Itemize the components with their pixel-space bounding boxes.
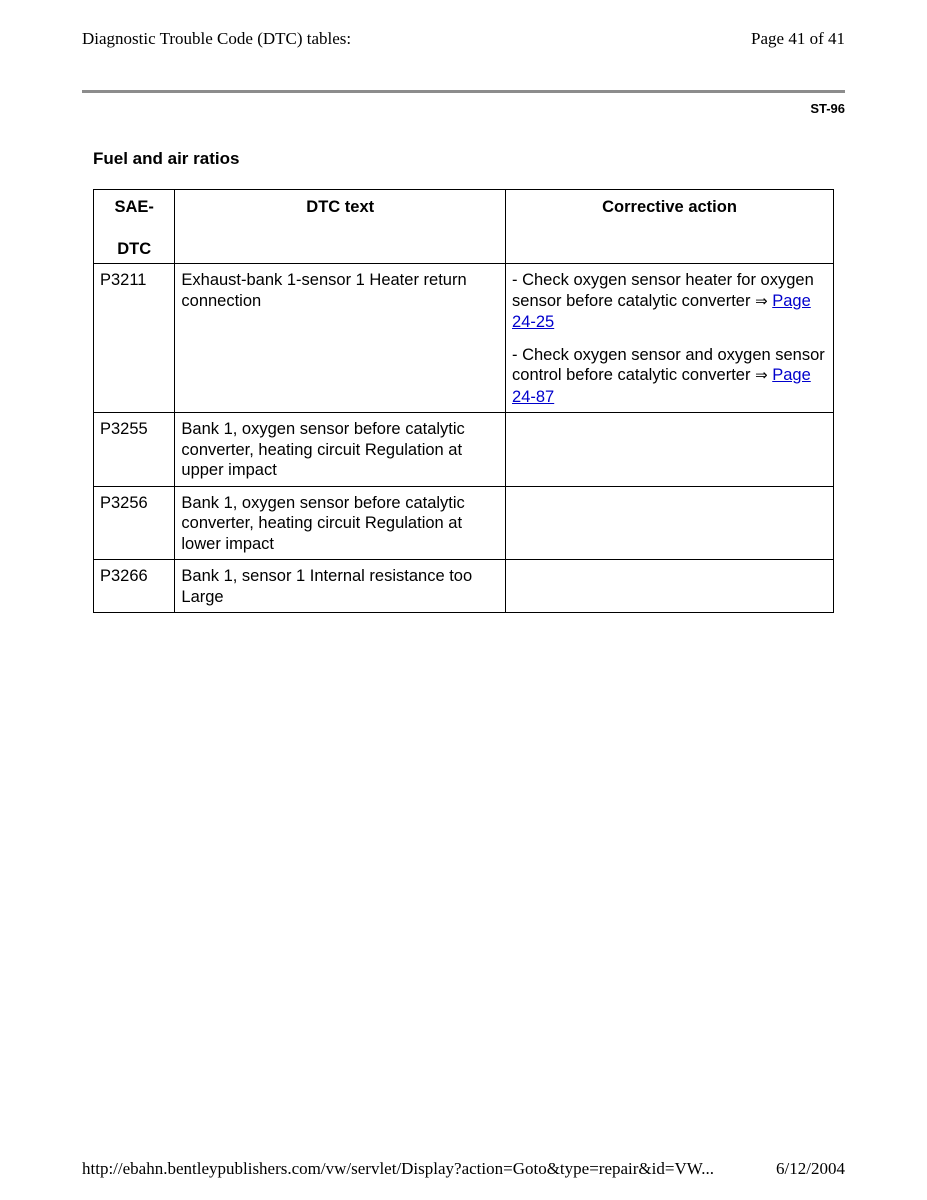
header-divider [82, 90, 845, 93]
dtc-code-cell: P3266 [94, 560, 175, 613]
table-header-row [94, 190, 834, 264]
dtc-table [93, 189, 834, 613]
arrow-right-icon: ⇒ [755, 292, 768, 310]
corrective-action-text: - Check oxygen sensor and oxygen sensor control before catalytic converter [512, 345, 825, 384]
page-link[interactable]: Page 24-87 [512, 366, 811, 406]
document-code: ST-96 [810, 101, 845, 116]
page-link[interactable]: Page 24-25 [512, 291, 811, 331]
section-title: Fuel and air ratios [93, 149, 240, 168]
corrective-action-cell [506, 413, 834, 487]
arrow-right-icon: ⇒ [755, 367, 768, 384]
column-header-dtc-line: DTC [117, 239, 152, 258]
table-row [94, 560, 834, 613]
print-date: 6/12/2004 [776, 1159, 845, 1178]
column-header-sae-line: SAE- [114, 198, 154, 216]
dtc-code-cell: P3255 [94, 413, 175, 487]
source-url: http://ebahn.bentleypublishers.com/vw/servlet/Display?action=Goto&type=repair&id=VW... [82, 1159, 714, 1178]
dtc-code-cell: P3211 [94, 264, 175, 413]
corrective-action-item [512, 345, 827, 408]
dtc-text-cell: Bank 1, oxygen sensor before catalytic converter, heating circuit Regulation at lower impact [175, 486, 506, 560]
dtc-text-cell: Bank 1, sensor 1 Internal resistance too Large [175, 560, 506, 613]
document-title: Diagnostic Trouble Code (DTC) tables: [82, 29, 352, 48]
corrective-action-text: - Check oxygen sensor heater for oxygen sensor before catalytic converter [512, 271, 814, 310]
table-row [94, 264, 834, 413]
table-row [94, 413, 834, 487]
corrective-action-cell [506, 264, 834, 413]
corrective-action-cell [506, 486, 834, 560]
column-header-dtc-text: DTC text [175, 190, 506, 264]
dtc-text-cell: Bank 1, oxygen sensor before catalytic converter, heating circuit Regulation at upper impact [175, 413, 506, 487]
column-header-corrective-action: Corrective action [506, 190, 834, 264]
corrective-action-item [512, 270, 827, 333]
dtc-text-cell: Exhaust-bank 1-sensor 1 Heater return connection [175, 264, 506, 413]
table-row [94, 486, 834, 560]
dtc-code-cell: P3256 [94, 486, 175, 560]
page-indicator: Page 41 of 41 [751, 29, 845, 48]
corrective-action-cell [506, 560, 834, 613]
column-header-sae-dtc [94, 190, 175, 264]
